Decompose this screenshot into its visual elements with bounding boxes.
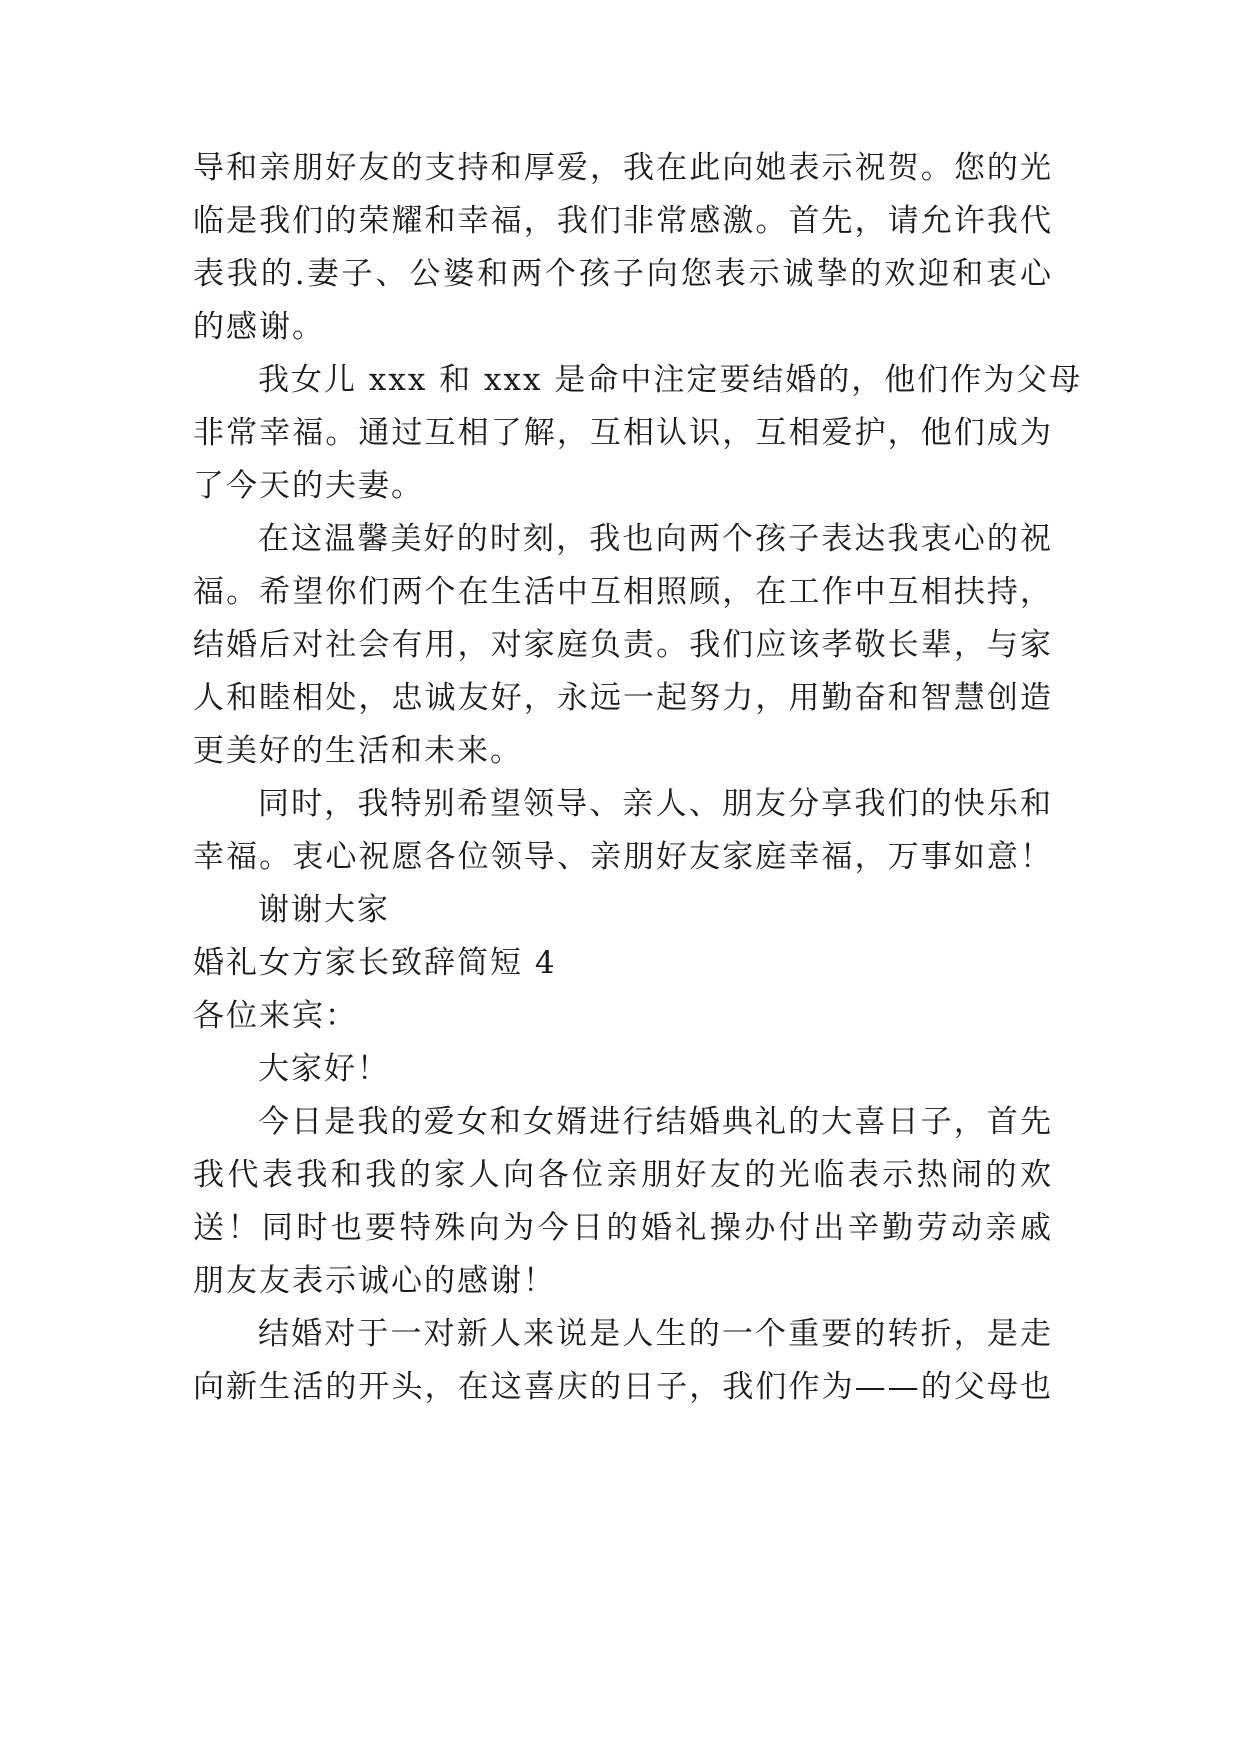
text-line: 结婚对于一对新人来说是人生的一个重要的转折，是走 (258, 1316, 1053, 1352)
text-line: 导和亲朋好友的支持和厚爱，我在此向她表示祝贺。您的光 (193, 150, 1053, 186)
text-line: 非常幸福。通过互相了解，互相认识，互相爱护，他们成为 (193, 415, 1053, 451)
text-line: 幸福。衷心祝愿各位领导、亲朋好友家庭幸福，万事如意！ (193, 839, 1053, 875)
text-line: 了今天的夫妻。 (193, 468, 424, 504)
text-line: 结婚后对社会有用，对家庭负责。我们应该孝敬长辈，与家 (193, 627, 1053, 663)
text-line: 临是我们的荣耀和幸福，我们非常感激。首先，请允许我代 (193, 203, 1053, 239)
text-line: 我代表我和我的家人向各位亲朋好友的光临表示热闹的欢 (193, 1157, 1053, 1193)
text-line: 向新生活的开头，在这喜庆的日子，我们作为——的父母也 (193, 1369, 1053, 1405)
text-line: 福。希望你们两个在生活中互相照顾，在工作中互相扶持， (193, 574, 1053, 610)
text-line: 在这温馨美好的时刻，我也向两个孩子表达我衷心的祝 (258, 521, 1053, 557)
text-line: 今日是我的爱女和女婿进行结婚典礼的大喜日子，首先 (258, 1104, 1053, 1140)
text-line: 人和睦相处，忠诚友好，永远一起努力，用勤奋和智慧创造 (193, 680, 1053, 716)
text-line: 送！同时也要特殊向为今日的婚礼操办付出辛勤劳动亲戚 (193, 1210, 1053, 1246)
text-line: 的感谢。 (193, 309, 325, 345)
section-heading: 婚礼女方家长致辞简短 4 (193, 945, 557, 981)
text-line: 表我的.妻子、公婆和两个孩子向您表示诚挚的欢迎和衷心 (193, 256, 1053, 292)
text-line: 更美好的生活和未来。 (193, 733, 523, 769)
text-line: 我女儿 xxx 和 xxx 是命中注定要结婚的，他们作为父母 (258, 362, 1083, 398)
text-line: 谢谢大家 (258, 892, 390, 928)
text-line: 朋友友表示诚心的感谢！ (193, 1263, 556, 1299)
text-line: 同时，我特别希望领导、亲人、朋友分享我们的快乐和 (258, 786, 1053, 822)
salutation: 各位来宾： (193, 998, 358, 1034)
greeting: 大家好！ (258, 1051, 390, 1087)
